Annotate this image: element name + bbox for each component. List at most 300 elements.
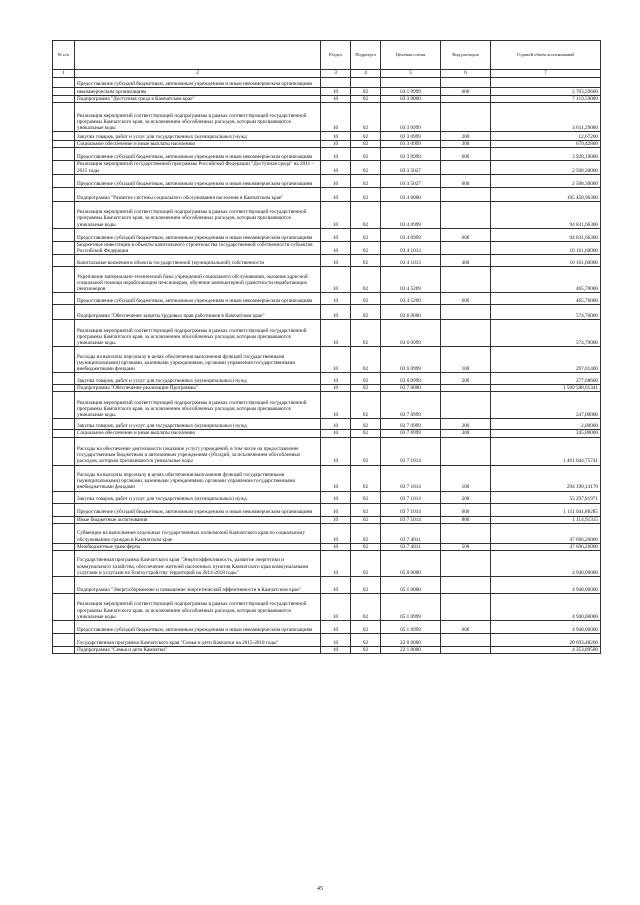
row-number [53,347,75,373]
table-body [53,78,601,654]
table-row [53,491,601,503]
row-name: Подпрограмма "Обеспечение защиты трудовых прав работников в Камчатском крае" [75,305,321,320]
row-name: Межбюджетные трансферты [75,543,321,550]
row-subsection: 02 [351,621,381,634]
row-subsection: 02 [351,228,381,241]
row-target-article: 03 7 1014 [381,437,441,465]
row-name: Реализация мероприятий соответствующей подпрограммы в рамках соответствующей государственной программы Камчатского края, за исключением обособленных расходов, которым присваиваются уникальные коды [75,594,321,621]
row-subsection: 02 [351,634,381,647]
row-subsection: 02 [351,373,381,385]
row-name: Социальное обеспечение и иные выплаты населению [75,430,321,437]
row-name: Предоставление субсидий бюджетным, автономным учреждениям и иным некоммерческим организациям [75,228,321,241]
row-amount: 47 696,26000 [491,543,601,550]
table-row [53,161,601,174]
row-name: Капитальные вложения в объекты государственной (муниципальной) собственности [75,255,321,267]
row-expense-type [441,267,491,293]
row-name: Подпрограмма "Семья и дети Камчатки" [75,647,321,654]
row-name: Подпрограмма "Развитие системы социального обслуживания населения в Камчатском крае" [75,187,321,201]
row-section: 10 [321,594,351,621]
table-row [53,174,601,187]
row-number [53,187,75,201]
header-annual-amount: Годовой объем ассигнований [491,41,601,70]
table-row [53,430,601,437]
row-subsection: 02 [351,88,381,96]
row-amount: 2 703,59600 [491,88,601,96]
row-number [53,267,75,293]
table-row [53,88,601,96]
row-target-article: 03 1 0999 [381,88,441,96]
header-expense-type: Вид расходов [441,41,491,70]
row-number [53,96,75,103]
row-subsection: 02 [351,594,381,621]
header-target-article: Целевая статья [381,41,441,70]
row-amount: 47 696,26000 [491,523,601,543]
table-row [53,187,601,201]
row-expense-type [441,320,491,347]
row-name: Подпрограмма "Энергосбережение и повышение энергетической эффективности в Камчатском крае" [75,577,321,594]
row-number [53,241,75,254]
row-number [53,255,75,267]
row-subsection: 02 [351,392,381,419]
row-subsection: 02 [351,241,381,254]
row-amount: 94 831,66300 [491,201,601,228]
row-section: 10 [321,551,351,577]
row-amount: 1 114,91315 [491,516,601,523]
row-expense-type [441,634,491,647]
row-section: 10 [321,267,351,293]
row-section: 10 [321,103,351,132]
row-number [53,141,75,148]
row-name: Предоставление субсидий бюджетным, автономным учреждениям и иным некоммерческим организациям [75,621,321,634]
row-expense-type [441,96,491,103]
table-row [53,293,601,305]
row-subsection: 02 [351,255,381,267]
row-amount: 574,70000 [491,320,601,347]
row-number [53,465,75,491]
row-target-article: 03 7 0999 [381,392,441,419]
row-section: 10 [321,161,351,174]
row-subsection: 02 [351,465,381,491]
row-section: 10 [321,437,351,465]
row-name: Иные бюджетные ассигнования [75,516,321,523]
row-number [53,430,75,437]
row-expense-type [441,201,491,228]
row-target-article: 05 0 0000 [381,551,441,577]
row-name: Бюджетные инвестиции в объекты капитального строительства государственной собственности субъектов Российской Федерации [75,241,321,254]
row-target-article: 03 6 0999 [381,373,441,385]
row-amount: 105 458,96300 [491,187,601,201]
row-section: 10 [321,305,351,320]
row-name: Предоставление субсидий бюджетным, автономным учреждениям и иным некоммерческим организациям [75,78,321,88]
row-target-article: 03 3 0999 [381,103,441,132]
row-expense-type: 100 [441,465,491,491]
table-row [53,228,601,241]
row-expense-type: 200 [441,132,491,141]
row-number [53,174,75,187]
row-expense-type [441,78,491,88]
row-target-article: 03 4 1013 [381,255,441,267]
row-target-article: 03 7 4011 [381,543,441,550]
row-number [53,523,75,543]
row-amount: 10 161,60000 [491,255,601,267]
row-number [53,551,75,577]
row-name: Предоставление субсидий бюджетным, автономным учреждениям и иным некоммерческим организациям [75,174,321,187]
row-section: 10 [321,465,351,491]
row-target-article: 03 4 5209 [381,267,441,293]
row-name: Расходы на выплаты персоналу в целях обеспечения выполнения функций государственными (муниципальными) органами, казенными учреждениями, органами управления государственными внебюджетными фондами [75,465,321,491]
row-name: Подпрограмма "Обеспечение реализации Программы" [75,385,321,392]
header-name [75,41,321,70]
row-expense-type: 600 [441,621,491,634]
row-number [53,88,75,96]
row-section: 10 [321,320,351,347]
row-target-article: 03 3 5027 [381,174,441,187]
row-number [53,228,75,241]
row-subsection: 02 [351,187,381,201]
row-subsection: 02 [351,201,381,228]
row-target-article: 22 0 0000 [381,634,441,647]
row-number [53,577,75,594]
row-amount: 4 611,29000 [491,103,601,132]
row-subsection: 02 [351,577,381,594]
row-amount: 2,00000 [491,419,601,430]
row-section: 10 [321,516,351,523]
table-row [53,132,601,141]
row-subsection: 02 [351,347,381,373]
column-index: 7 [491,70,601,78]
row-section [321,78,351,88]
column-index: 1 [53,70,75,78]
row-expense-type: 600 [441,503,491,516]
row-amount: 2 508,30000 [491,161,601,174]
row-target-article: 03 3 0999 [381,132,441,141]
row-expense-type [441,241,491,254]
row-section: 10 [321,228,351,241]
budget-allocation-table [52,40,601,654]
row-subsection: 02 [351,419,381,430]
row-name: Государственная программа Камчатского края "Семья и дети Камчатки на 2015-2018 годы" [75,634,321,647]
row-target-article: 03 4 1013 [381,241,441,254]
row-name: Укрепление материально-технической базы учреждений социального обслуживания, оказание адресной социальной помощи неработающим пенсионерам, обучение компьютерной грамотности неработающих пенсионеров [75,267,321,293]
row-target-article: 03 4 0999 [381,201,441,228]
row-subsection: 02 [351,491,381,503]
row-amount: 10 161,60000 [491,241,601,254]
row-amount: 294 190,14170 [491,465,601,491]
row-name: Закупка товаров, работ и услуг для государственных (муниципальных) нужд [75,132,321,141]
row-number [53,132,75,141]
row-name: Реализация мероприятий соответствующей подпрограммы в рамках соответствующей государственной программы Камчатского края, за исключением обособленных расходов, которым присваиваются уникальные коды [75,103,321,132]
row-amount: 4 940,00000 [491,551,601,577]
row-expense-type: 600 [441,228,491,241]
row-number [53,293,75,305]
row-amount: 245,00000 [491,430,601,437]
row-amount: 4 940,00000 [491,621,601,634]
table-row [53,78,601,88]
row-number [53,437,75,465]
row-number [53,373,75,385]
row-amount: 94 831,66300 [491,228,601,241]
row-subsection: 02 [351,437,381,465]
column-index: 5 [381,70,441,78]
row-subsection: 02 [351,523,381,543]
row-subsection: 02 [351,141,381,148]
row-section: 10 [321,96,351,103]
row-name: Расходы на выплаты персоналу в целях обеспечения выполнения функций государственными (муниципальными) органами, казенными учреждениями, органами управления государственными внебюджетными фондами [75,347,321,373]
row-expense-type [441,103,491,132]
row-section: 10 [321,491,351,503]
row-number [53,103,75,132]
row-subsection: 02 [351,385,381,392]
header-subsection: Подраздел [351,41,381,70]
row-name: некоммерческим организациям [75,88,321,96]
table-header-row [53,41,601,70]
row-amount: 1 509 588,01341 [491,385,601,392]
row-target-article: 03 4 5209 [381,293,441,305]
row-section: 10 [321,141,351,148]
row-expense-type: 200 [441,373,491,385]
table-row [53,437,601,465]
row-amount: 247,00000 [491,392,601,419]
row-expense-type [441,577,491,594]
row-number [53,78,75,88]
row-section: 10 [321,634,351,647]
row-name: Предоставление субсидий бюджетным, автономным учреждениям и иным некоммерческим организациям [75,503,321,516]
table-row [53,267,601,293]
row-number [53,392,75,419]
row-target-article: 03 4 0999 [381,228,441,241]
row-expense-type [441,437,491,465]
row-section: 10 [321,385,351,392]
row-number [53,594,75,621]
row-section: 10 [321,430,351,437]
row-section: 10 [321,347,351,373]
row-expense-type [441,187,491,201]
table-row [53,594,601,621]
column-index: 4 [351,70,381,78]
table-row [53,465,601,491]
column-index-row [53,70,601,78]
row-target-article: 03 6 0000 [381,305,441,320]
row-number [53,385,75,392]
row-expense-type: 200 [441,419,491,430]
row-section: 10 [321,187,351,201]
table-row [53,647,601,654]
row-expense-type: 100 [441,347,491,373]
table-row [53,634,601,647]
row-section: 10 [321,577,351,594]
row-amount: 465,70000 [491,267,601,293]
row-subsection: 02 [351,543,381,550]
table-row [53,255,601,267]
row-target-article [381,78,441,88]
row-section: 10 [321,419,351,430]
row-name: Закупка товаров, работ и услуг для государственных (муниципальных) нужд [75,491,321,503]
table-row [53,96,601,103]
row-number [53,634,75,647]
row-number [53,543,75,550]
row-target-article: 03 7 0999 [381,419,441,430]
row-section: 10 [321,621,351,634]
row-target-article: 03 3 0000 [381,96,441,103]
row-number [53,647,75,654]
row-subsection: 02 [351,647,381,654]
row-section: 10 [321,148,351,161]
row-section: 10 [321,88,351,96]
row-expense-type: 500 [441,543,491,550]
row-target-article: 03 7 4011 [381,523,441,543]
row-target-article: 05 1 0999 [381,621,441,634]
row-amount: 1 111 041,88285 [491,503,601,516]
row-number [53,621,75,634]
row-number [53,148,75,161]
row-subsection: 02 [351,267,381,293]
row-section: 10 [321,503,351,516]
row-section: 10 [321,647,351,654]
table-row [53,577,601,594]
row-expense-type [441,647,491,654]
table-row [53,551,601,577]
row-subsection: 02 [351,430,381,437]
row-target-article: 03 3 5027 [381,161,441,174]
row-expense-type: 600 [441,148,491,161]
row-amount: 4 940,00000 [491,594,601,621]
row-expense-type [441,594,491,621]
table-row [53,543,601,550]
row-name: Реализация мероприятий соответствующей подпрограммы в рамках соответствующей государственной программы Камчатского края, за исключением обособленных расходов, которым присваиваются уникальные коды [75,392,321,419]
row-amount: 12,67200 [491,132,601,141]
row-subsection: 02 [351,161,381,174]
row-number [53,201,75,228]
row-name: Реализация мероприятий соответствующей подпрограммы в рамках соответствующей государственной программы Камчатского края, за исключением обособленных расходов, которым присваиваются уникальные коды [75,320,321,347]
row-section: 10 [321,523,351,543]
row-amount: 277,68600 [491,373,601,385]
row-section: 10 [321,255,351,267]
row-name: Подпрограмма "Доступная среда в Камчатском крае" [75,96,321,103]
row-expense-type [441,523,491,543]
row-expense-type [441,161,491,174]
row-target-article: 05 1 0999 [381,594,441,621]
row-name: Социальное обеспечение и иные выплаты населению [75,141,321,148]
row-target-article: 03 3 0999 [381,148,441,161]
row-subsection: 02 [351,320,381,347]
row-target-article: 03 6 0999 [381,347,441,373]
table-row [53,320,601,347]
row-expense-type: 300 [441,430,491,437]
table-row [53,148,601,161]
row-expense-type: 400 [441,255,491,267]
row-expense-type: 800 [441,516,491,523]
table-row [53,621,601,634]
table-row [53,392,601,419]
row-section: 10 [321,241,351,254]
row-expense-type: 600 [441,174,491,187]
row-target-article: 03 6 0999 [381,320,441,347]
row-name: Реализация мероприятий соответствующей подпрограммы в рамках соответствующей государственной программы Камчатского края, за исключением обособленных расходов, которым присваиваются уникальные коды [75,201,321,228]
row-name: Государственная программа Камчатского края "Энергоэффективность, развитие энергетики и коммунального хозяйства, обеспечение жителей населенных пунктов Камчатского края коммунальными услугами и услугами по благоустройству территорий на 2014-2018 годы" [75,551,321,577]
row-number [53,516,75,523]
row-subsection: 02 [351,132,381,141]
table-row [53,523,601,543]
row-amount: 55 297,81971 [491,491,601,503]
table-row [53,141,601,148]
row-section: 10 [321,132,351,141]
row-section: 10 [321,174,351,187]
row-amount: 7 119,59000 [491,96,601,103]
row-target-article: 03 4 0000 [381,187,441,201]
row-target-article: 03 7 0000 [381,385,441,392]
row-expense-type [441,392,491,419]
row-subsection: 02 [351,96,381,103]
row-name: Закупка товаров, работ и услуг для государственных (муниципальных) нужд [75,373,321,385]
row-target-article: 03 7 0999 [381,430,441,437]
row-subsection: 02 [351,551,381,577]
row-subsection: 02 [351,503,381,516]
row-amount: 574,70000 [491,305,601,320]
row-amount: 465,70000 [491,293,601,305]
row-amount: 2 508,30000 [491,174,601,187]
row-target-article: 22 1 0000 [381,647,441,654]
row-expense-type: 300 [441,141,491,148]
row-section: 10 [321,293,351,305]
row-name: Закупка товаров, работ и услуг для государственных (муниципальных) нужд [75,419,321,430]
row-amount [491,78,601,88]
row-target-article: 03 3 0999 [381,141,441,148]
header-number: № п/п [53,41,75,70]
column-index: 6 [441,70,491,78]
row-number [53,320,75,347]
row-subsection [351,78,381,88]
row-amount: 670,42800 [491,141,601,148]
table-row [53,201,601,228]
row-section: 10 [321,201,351,228]
row-name: Расходы на обеспечение деятельности (оказание услуг) учреждений, в том числе на предоставление государственным бюджетным и автономным учреждениям субсидий, за исключением обособленных расходов, которым присваиваются уникальные коды [75,437,321,465]
row-number [53,305,75,320]
table-row [53,516,601,523]
table-row [53,373,601,385]
row-amount: 3 928,19000 [491,148,601,161]
row-subsection: 02 [351,516,381,523]
table-row [53,347,601,373]
row-subsection: 02 [351,305,381,320]
row-subsection: 02 [351,174,381,187]
row-subsection: 02 [351,148,381,161]
row-subsection: 02 [351,103,381,132]
table-row [53,241,601,254]
row-number [53,419,75,430]
row-section: 10 [321,392,351,419]
page-number: 45 [317,886,323,892]
row-number [53,161,75,174]
row-expense-type [441,551,491,577]
row-name: Субвенции на выполнение отдельных государственных полномочий Камчатского края по социальному обслуживанию граждан в Камчатском крае [75,523,321,543]
table-row [53,385,601,392]
table-row [53,503,601,516]
table-row [53,103,601,132]
row-number [53,491,75,503]
row-expense-type [441,385,491,392]
row-section: 10 [321,543,351,550]
row-name: Предоставление субсидий бюджетным, автономным учреждениям и иным некоммерческим организациям [75,293,321,305]
row-expense-type: 600 [441,293,491,305]
row-name: Реализация мероприятий государственной программы Российской Федерации "Доступная среда" на 2011 - 2015 годы [75,161,321,174]
row-subsection: 02 [351,293,381,305]
row-amount: 4 353,89500 [491,647,601,654]
row-name: Предоставление субсидий бюджетным, автономным учреждениям и иным некоммерческим организациям [75,148,321,161]
column-index: 2 [75,70,321,78]
table-row [53,305,601,320]
row-amount: 1 461 644,75741 [491,437,601,465]
row-amount: 297,01400 [491,347,601,373]
